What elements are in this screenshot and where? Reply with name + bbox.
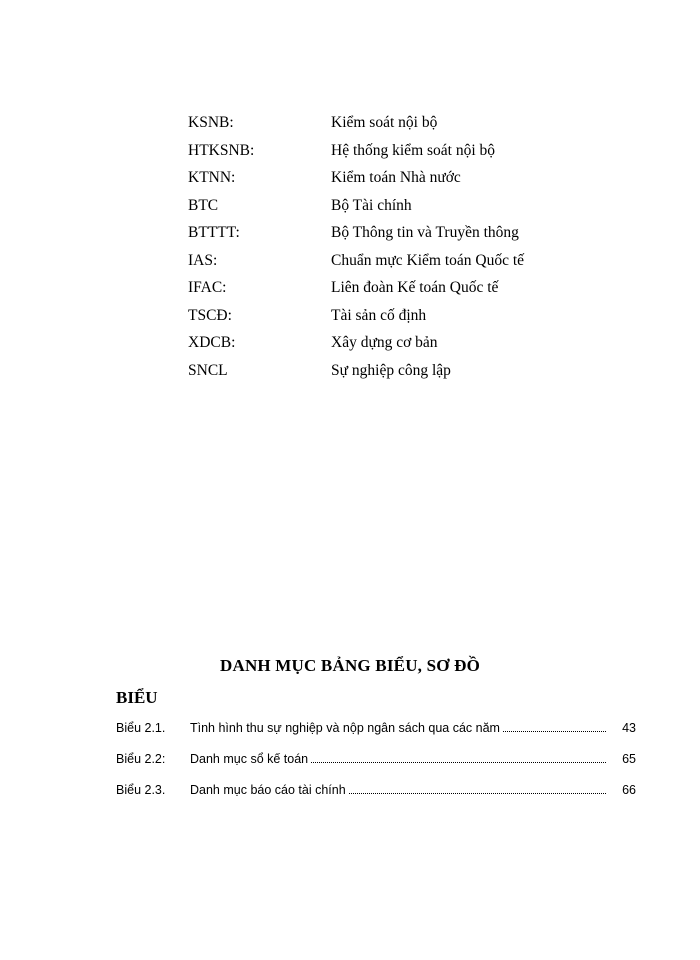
abbreviation-meaning: Bộ Tài chính <box>331 196 412 214</box>
toc-entry-label: Biểu 2.1. <box>116 721 166 735</box>
toc-entry-title: Danh mục sổ kế toán <box>190 749 311 769</box>
abbreviation-row <box>0 360 700 388</box>
abbreviation-row <box>0 277 700 305</box>
toc-entry-page: 65 <box>622 752 636 766</box>
toc-entry[interactable] <box>116 718 636 738</box>
abbreviation-meaning: Sự nghiệp công lập <box>331 361 451 379</box>
list-of-tables-title: DANH MỤC BẢNG BIỂU, SƠ ĐỒ <box>219 656 481 675</box>
abbreviation-meaning: Kiểm soát nội bộ <box>331 114 438 131</box>
toc-entry-title: Danh mục báo cáo tài chính <box>190 780 349 800</box>
abbreviation-code: KSNB: <box>188 114 234 131</box>
abbreviation-row <box>0 195 700 223</box>
abbreviation-meaning: Bộ Thông tin và Truyền thông <box>331 224 519 241</box>
tables-subheading: BIỂU <box>116 688 158 707</box>
abbreviation-meaning: Hệ thống kiểm soát nội bộ <box>331 141 496 159</box>
abbreviation-row <box>0 112 700 140</box>
abbreviation-code: SNCL <box>188 361 228 379</box>
abbreviation-code: BTTTT: <box>188 224 240 241</box>
toc-entry[interactable] <box>116 749 636 769</box>
abbreviation-row <box>0 140 700 168</box>
toc-entry-title: Tình hình thu sự nghiệp và nộp ngân sách qua các năm <box>190 718 503 738</box>
abbreviation-row <box>0 305 700 333</box>
toc-entry[interactable] <box>116 780 636 800</box>
abbreviation-code: HTKSNB: <box>188 141 255 159</box>
abbreviation-code: KTNN: <box>188 169 236 186</box>
abbreviation-code: IFAC: <box>188 279 227 296</box>
abbreviation-code: IAS: <box>188 251 218 269</box>
abbreviation-meaning: Kiểm toán Nhà nước <box>331 169 461 186</box>
abbreviation-row <box>0 250 700 278</box>
abbreviation-code: TSCĐ: <box>188 306 232 324</box>
abbreviation-meaning: Chuẩn mực Kiểm toán Quốc tế <box>331 251 525 269</box>
abbreviation-row <box>0 332 700 360</box>
abbreviation-code: XDCB: <box>188 334 236 351</box>
toc-entry-label: Biểu 2.2: <box>116 752 166 766</box>
abbreviation-meaning: Tài sản cố định <box>331 306 427 324</box>
toc-entry-page: 66 <box>622 783 636 797</box>
abbreviation-meaning: Liên đoàn Kế toán Quốc tế <box>331 279 499 296</box>
toc-entry-page: 43 <box>622 721 636 735</box>
toc-entry-label: Biểu 2.3. <box>116 783 166 797</box>
abbreviation-row <box>0 167 700 195</box>
abbreviation-row <box>0 222 700 250</box>
abbreviation-code: BTC <box>188 196 219 214</box>
abbreviation-meaning: Xây dựng cơ bản <box>331 334 438 351</box>
abbreviation-list <box>0 112 700 387</box>
